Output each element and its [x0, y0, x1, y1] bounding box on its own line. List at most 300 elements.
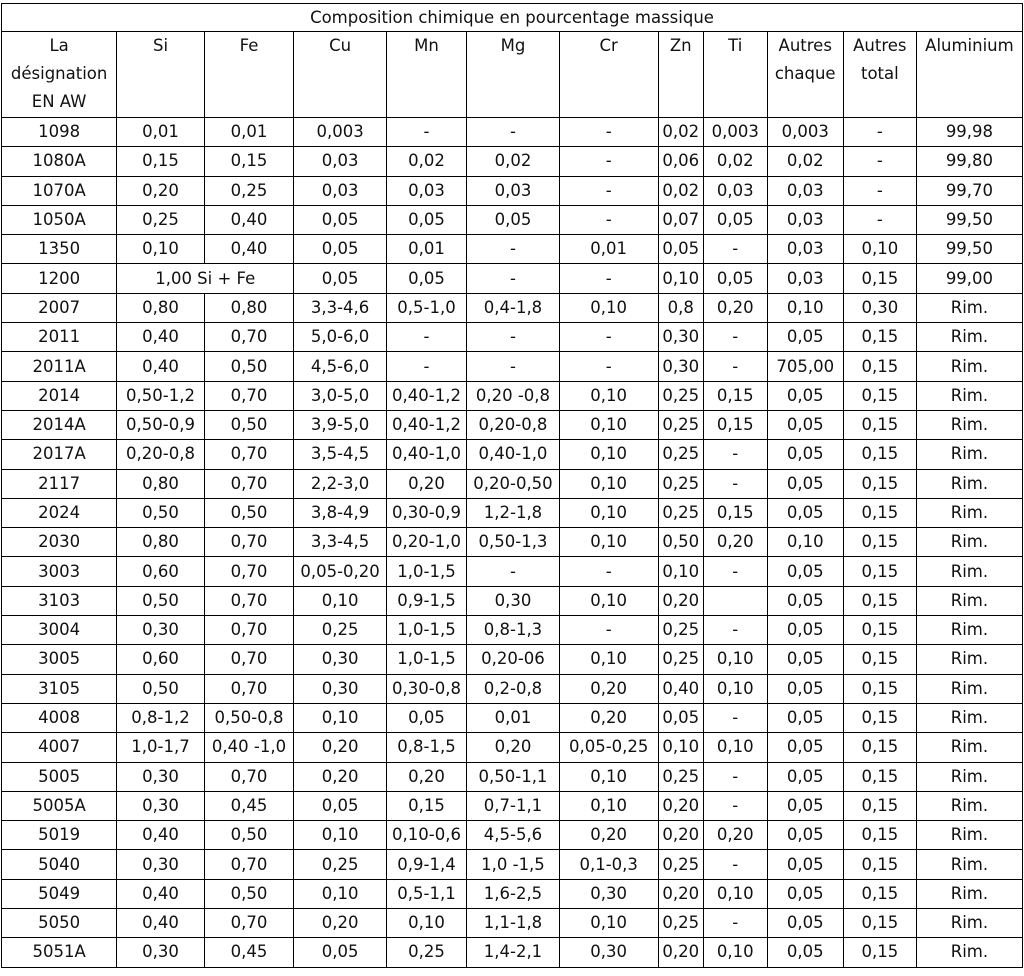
table-cell: 0,15 [843, 469, 916, 498]
table-row [2, 528, 1023, 557]
table-cell: 0,05 [767, 909, 843, 938]
table-row [2, 762, 1023, 791]
table-cell: 0,70 [204, 674, 294, 703]
table-cell: 0,50-1,2 [117, 381, 204, 410]
table-cell: 3,3-4,6 [294, 293, 387, 322]
table-cell: 0,30 [658, 323, 703, 352]
table-cell: 0,03 [767, 205, 843, 234]
table-cell: 0,20 [117, 176, 204, 205]
table-row [2, 616, 1023, 645]
table-cell: 705,00 [767, 352, 843, 381]
table-cell: 2024 [2, 498, 117, 527]
table-cell: 0,25 [658, 762, 703, 791]
table-cell: 0,05 [767, 703, 843, 732]
table-cell: 0,15 [386, 791, 466, 820]
table-cell: 0,10 [559, 528, 658, 557]
table-cell: 2011 [2, 323, 117, 352]
table-cell: 0,70 [204, 323, 294, 352]
table-cell: 0,20 [703, 821, 767, 850]
col-header-aluminium: Aluminium [916, 32, 1022, 118]
table-cell: 0,50-1,3 [467, 528, 560, 557]
table-cell: - [843, 147, 916, 176]
table-row [2, 821, 1023, 850]
table-cell: - [703, 323, 767, 352]
table-cell: 0,10 [703, 938, 767, 967]
table-cell: 0,70 [204, 440, 294, 469]
table-row [2, 147, 1023, 176]
table-cell: 0,15 [843, 762, 916, 791]
table-cell: Rim. [916, 381, 1022, 410]
table-cell: 0,10 [658, 733, 703, 762]
table-cell: Rim. [916, 674, 1022, 703]
table-cell: 0,01 [204, 118, 294, 147]
table-cell: 1200 [2, 264, 117, 293]
table-cell: Rim. [916, 850, 1022, 879]
header-row [2, 32, 1023, 118]
table-cell: 0,10 [767, 293, 843, 322]
table-cell: - [467, 352, 560, 381]
table-cell: 0,15 [204, 147, 294, 176]
table-cell: 0,20 [703, 293, 767, 322]
table-cell: - [703, 235, 767, 264]
table-cell: 1,00 Si + Fe [117, 264, 294, 293]
table-cell: 0,03 [386, 176, 466, 205]
table-cell: 0,10 [386, 909, 466, 938]
table-cell: 1,6-2,5 [467, 879, 560, 908]
table-cell: 0,40-1,2 [386, 410, 466, 439]
table-cell: - [559, 147, 658, 176]
table-cell: 2,2-3,0 [294, 469, 387, 498]
table-cell: - [467, 557, 560, 586]
table-cell: 0,40 [117, 323, 204, 352]
table-cell: - [559, 352, 658, 381]
table-cell: 0,05 [386, 264, 466, 293]
table-cell: 0,15 [843, 674, 916, 703]
table-cell: 0,20-0,50 [467, 469, 560, 498]
table-cell: 0,10 [658, 557, 703, 586]
table-cell: 0,45 [204, 938, 294, 967]
table-cell: 0,30 [843, 293, 916, 322]
table-cell: 99,50 [916, 205, 1022, 234]
table-cell: - [559, 323, 658, 352]
table-cell: 0,5-1,0 [386, 293, 466, 322]
table-cell: 3,5-4,5 [294, 440, 387, 469]
table-cell: 0,10 [294, 703, 387, 732]
table-cell: 0,10 [294, 879, 387, 908]
table-cell: 5050 [2, 909, 117, 938]
table-cell: 0,70 [204, 616, 294, 645]
table-cell: - [559, 616, 658, 645]
table-cell: 0,15 [843, 909, 916, 938]
table-cell: 0,10 [703, 733, 767, 762]
table-cell: 0,05 [767, 586, 843, 615]
table-cell: 0,05 [294, 205, 387, 234]
table-cell: 0,50 [117, 586, 204, 615]
table-cell: Rim. [916, 586, 1022, 615]
table-cell: 0,15 [843, 938, 916, 967]
table-cell: 3103 [2, 586, 117, 615]
table-row [2, 352, 1023, 381]
table-cell: 3105 [2, 674, 117, 703]
table-cell: 0,4-1,8 [467, 293, 560, 322]
table-cell: 0,05 [767, 733, 843, 762]
col-header-mn: Mn [386, 32, 466, 118]
table-row [2, 557, 1023, 586]
table-cell: 1,2-1,8 [467, 498, 560, 527]
table-cell: 1080A [2, 147, 117, 176]
table-cell: Rim. [916, 410, 1022, 439]
table-cell: Rim. [916, 440, 1022, 469]
table-cell: 0,50 [204, 879, 294, 908]
table-cell: - [467, 235, 560, 264]
table-cell: 0,15 [843, 323, 916, 352]
table-cell: 0,10 [559, 791, 658, 820]
table-cell: 0,05-0,20 [294, 557, 387, 586]
table-cell: - [703, 791, 767, 820]
table-cell: 0,05 [658, 703, 703, 732]
table-cell: 0,20 [658, 821, 703, 850]
table-cell: 0,10 [559, 498, 658, 527]
table-cell: - [386, 118, 466, 147]
table-cell: 0,30 [467, 586, 560, 615]
table-cell: - [559, 264, 658, 293]
table-cell: 0,003 [767, 118, 843, 147]
table-cell: 3004 [2, 616, 117, 645]
table-cell: 0,70 [204, 469, 294, 498]
table-body [2, 118, 1023, 968]
table-cell: 0,40-1,0 [467, 440, 560, 469]
col-header-designation: La désignation EN AW [2, 32, 117, 118]
table-cell: 0,70 [204, 557, 294, 586]
table-cell: - [559, 205, 658, 234]
table-cell: 0,40 [658, 674, 703, 703]
table-cell: - [703, 850, 767, 879]
table-cell: 4,5-5,6 [467, 821, 560, 850]
table-cell: 5,0-6,0 [294, 323, 387, 352]
table-cell: 0,70 [204, 381, 294, 410]
table-cell: 0,06 [658, 147, 703, 176]
table-cell: 0,15 [843, 879, 916, 908]
table-cell: 0,05 [703, 264, 767, 293]
table-cell: 0,70 [204, 528, 294, 557]
table-cell: 3,0-5,0 [294, 381, 387, 410]
table-cell: 0,60 [117, 645, 204, 674]
table-cell: 0,20 [467, 733, 560, 762]
table-cell: Rim. [916, 469, 1022, 498]
table-cell: 0,50 [204, 821, 294, 850]
table-cell: 0,05 [767, 381, 843, 410]
col-header-ti: Ti [703, 32, 767, 118]
table-row [2, 293, 1023, 322]
table-cell: 0,10 [117, 235, 204, 264]
table-cell: Rim. [916, 938, 1022, 967]
table-cell: 0,25 [658, 440, 703, 469]
table-cell: - [467, 264, 560, 293]
table-cell: 0,15 [843, 733, 916, 762]
table-cell: 0,15 [843, 616, 916, 645]
table-cell: 0,003 [703, 118, 767, 147]
table-cell: 0,50 [117, 498, 204, 527]
table-cell: 0,25 [658, 909, 703, 938]
table-cell: 0,50 [117, 674, 204, 703]
table-cell: 0,15 [703, 498, 767, 527]
col-header-autres-chaque: Autres chaque [767, 32, 843, 118]
table-cell: - [703, 703, 767, 732]
table-cell: 0,05 [767, 674, 843, 703]
table-cell: 5040 [2, 850, 117, 879]
table-cell: 0,05 [767, 557, 843, 586]
table-cell: 0,02 [703, 147, 767, 176]
table-row [2, 118, 1023, 147]
table-row [2, 645, 1023, 674]
table-row [2, 733, 1023, 762]
table-cell: 0,10-0,6 [386, 821, 466, 850]
table-row [2, 498, 1023, 527]
table-cell: 0,05 [703, 205, 767, 234]
table-cell: 0,50 [204, 410, 294, 439]
table-cell: 0,8-1,5 [386, 733, 466, 762]
table-cell: 0,20 [559, 821, 658, 850]
table-cell: 0,15 [843, 528, 916, 557]
table-cell: 4007 [2, 733, 117, 762]
table-cell: 3,3-4,5 [294, 528, 387, 557]
table-cell: 0,20-0,8 [117, 440, 204, 469]
table-cell: 0,25 [386, 938, 466, 967]
table-row [2, 381, 1023, 410]
table-cell: 0,10 [703, 879, 767, 908]
table-cell: 99,00 [916, 264, 1022, 293]
table-cell: Rim. [916, 498, 1022, 527]
table-row [2, 176, 1023, 205]
table-cell: 0,30 [559, 938, 658, 967]
table-cell: 0,15 [843, 791, 916, 820]
table-cell: 0,20 [294, 909, 387, 938]
table-cell: 0,05 [767, 469, 843, 498]
table-cell: 0,15 [843, 850, 916, 879]
table-cell: - [386, 352, 466, 381]
table-cell: 0,15 [703, 381, 767, 410]
table-cell: 0,10 [559, 293, 658, 322]
table-cell: - [467, 323, 560, 352]
table-cell: 0,20 [294, 733, 387, 762]
table-cell: - [843, 176, 916, 205]
table-cell: 0,10 [294, 821, 387, 850]
table-cell: 5049 [2, 879, 117, 908]
table-cell: 0,15 [843, 645, 916, 674]
table-cell: 2030 [2, 528, 117, 557]
table-cell: 0,9-1,4 [386, 850, 466, 879]
col-header-cr: Cr [559, 32, 658, 118]
table-row [2, 235, 1023, 264]
table-cell: 0,20 [559, 703, 658, 732]
table-cell: - [843, 205, 916, 234]
table-cell: 2014 [2, 381, 117, 410]
table-row [2, 850, 1023, 879]
table-cell: 0,05 [767, 410, 843, 439]
table-cell: 0,8-1,3 [467, 616, 560, 645]
table-cell: 0,25 [658, 410, 703, 439]
table-cell: 0,25 [658, 381, 703, 410]
table-cell: 0,05 [767, 645, 843, 674]
table-cell: - [703, 469, 767, 498]
table-row [2, 586, 1023, 615]
table-cell: 3,9-5,0 [294, 410, 387, 439]
table-cell: 0,25 [204, 176, 294, 205]
table-cell: 2017A [2, 440, 117, 469]
table-cell: 0,20-1,0 [386, 528, 466, 557]
table-cell: 0,01 [117, 118, 204, 147]
table-cell: 0,03 [294, 176, 387, 205]
table-cell: 0,05 [294, 791, 387, 820]
table-cell: 0,40-1,2 [386, 381, 466, 410]
table-cell: 0,03 [767, 176, 843, 205]
table-cell: 0,60 [117, 557, 204, 586]
table-cell: 0,10 [559, 469, 658, 498]
table-cell: 0,40 [117, 879, 204, 908]
table-cell: 2014A [2, 410, 117, 439]
table-cell: 0,30-0,8 [386, 674, 466, 703]
table-row [2, 909, 1023, 938]
table-row [2, 264, 1023, 293]
table-cell: 99,98 [916, 118, 1022, 147]
table-cell: Rim. [916, 352, 1022, 381]
table-cell: 0,10 [559, 586, 658, 615]
table-cell: 0,15 [843, 586, 916, 615]
table-cell: 0,5-1,1 [386, 879, 466, 908]
table-cell: 4,5-6,0 [294, 352, 387, 381]
table-cell: 0,20 [559, 674, 658, 703]
table-row [2, 879, 1023, 908]
table-cell: 0,30 [294, 645, 387, 674]
table-cell: 0,03 [467, 176, 560, 205]
table-cell [703, 586, 767, 615]
table-cell: 0,25 [658, 616, 703, 645]
table-cell: 0,80 [204, 293, 294, 322]
table-cell: 0,05 [467, 205, 560, 234]
table-cell: 2117 [2, 469, 117, 498]
table-cell: 0,50-1,1 [467, 762, 560, 791]
table-cell: 3,8-4,9 [294, 498, 387, 527]
table-cell: 0,15 [843, 440, 916, 469]
table-cell: 0,8 [658, 293, 703, 322]
table-cell: - [559, 176, 658, 205]
table-cell: 0,10 [559, 440, 658, 469]
table-cell: - [703, 762, 767, 791]
table-cell: 0,15 [703, 410, 767, 439]
table-cell: - [559, 118, 658, 147]
table-cell: 0,30 [117, 938, 204, 967]
table-row [2, 205, 1023, 234]
table-cell: 0,05 [294, 264, 387, 293]
col-header-zn: Zn [658, 32, 703, 118]
table-cell: 0,05 [767, 440, 843, 469]
table-cell: 0,20 [386, 762, 466, 791]
table-cell: 0,02 [386, 147, 466, 176]
table-cell: 0,50-0,8 [204, 703, 294, 732]
table-cell: 0,50-0,9 [117, 410, 204, 439]
table-cell: Rim. [916, 557, 1022, 586]
table-cell: Rim. [916, 703, 1022, 732]
table-cell: 0,003 [294, 118, 387, 147]
table-cell: 1,1-1,8 [467, 909, 560, 938]
table-cell: 1,0 -1,5 [467, 850, 560, 879]
table-cell: 0,10 [559, 410, 658, 439]
table-cell: 1,4-2,1 [467, 938, 560, 967]
table-cell: 0,9-1,5 [386, 586, 466, 615]
table-cell: 0,40 [117, 821, 204, 850]
table-row [2, 410, 1023, 439]
table-cell: 99,50 [916, 235, 1022, 264]
table-cell: 4008 [2, 703, 117, 732]
table-cell: 0,05-0,25 [559, 733, 658, 762]
table-cell: 0,15 [843, 410, 916, 439]
table-cell: 0,40 [204, 205, 294, 234]
table-cell: 0,1-0,3 [559, 850, 658, 879]
table-cell: 1,0-1,5 [386, 616, 466, 645]
table-cell: 0,10 [559, 381, 658, 410]
table-cell: Rim. [916, 879, 1022, 908]
table-cell: 0,25 [658, 469, 703, 498]
table-cell: 0,10 [843, 235, 916, 264]
table-cell: Rim. [916, 762, 1022, 791]
table-cell: 0,40 [204, 235, 294, 264]
table-cell: 0,15 [843, 498, 916, 527]
table-cell: 0,8-1,2 [117, 703, 204, 732]
table-cell: 0,70 [204, 586, 294, 615]
table-cell: - [843, 118, 916, 147]
table-cell: 5005A [2, 791, 117, 820]
table-cell: 3005 [2, 645, 117, 674]
table-cell: 5019 [2, 821, 117, 850]
table-cell: 0,10 [703, 674, 767, 703]
table-cell: 0,20 -0,8 [467, 381, 560, 410]
composition-table [1, 3, 1023, 968]
table-cell: 0,02 [658, 118, 703, 147]
table-row [2, 791, 1023, 820]
col-header-si: Si [117, 32, 204, 118]
table-cell: 0,25 [117, 205, 204, 234]
table-cell: 0,05 [386, 703, 466, 732]
table-cell: 0,20-0,8 [467, 410, 560, 439]
table-cell: 0,01 [559, 235, 658, 264]
table-cell: 1050A [2, 205, 117, 234]
table-cell: 0,30 [117, 616, 204, 645]
table-cell: 0,01 [386, 235, 466, 264]
table-cell: 0,02 [767, 147, 843, 176]
table-cell: 1,0-1,5 [386, 557, 466, 586]
table-cell: - [559, 557, 658, 586]
table-cell: 0,30 [117, 850, 204, 879]
table-cell: 0,15 [843, 352, 916, 381]
table-cell: 0,20 [658, 586, 703, 615]
table-cell: - [703, 440, 767, 469]
table-cell: 0,15 [843, 264, 916, 293]
table-cell: 0,03 [294, 147, 387, 176]
table-cell: 1,0-1,5 [386, 645, 466, 674]
table-cell: 0,30 [294, 674, 387, 703]
table-cell: 0,20 [658, 879, 703, 908]
col-header-cu: Cu [294, 32, 387, 118]
table-cell: 0,70 [204, 850, 294, 879]
table-cell: 1070A [2, 176, 117, 205]
table-cell: 0,07 [658, 205, 703, 234]
table-cell: 0,20 [703, 528, 767, 557]
table-cell: 1,0-1,7 [117, 733, 204, 762]
table-cell: 99,70 [916, 176, 1022, 205]
table-cell: 0,20-06 [467, 645, 560, 674]
table-cell: - [703, 616, 767, 645]
table-cell: 0,30 [117, 762, 204, 791]
